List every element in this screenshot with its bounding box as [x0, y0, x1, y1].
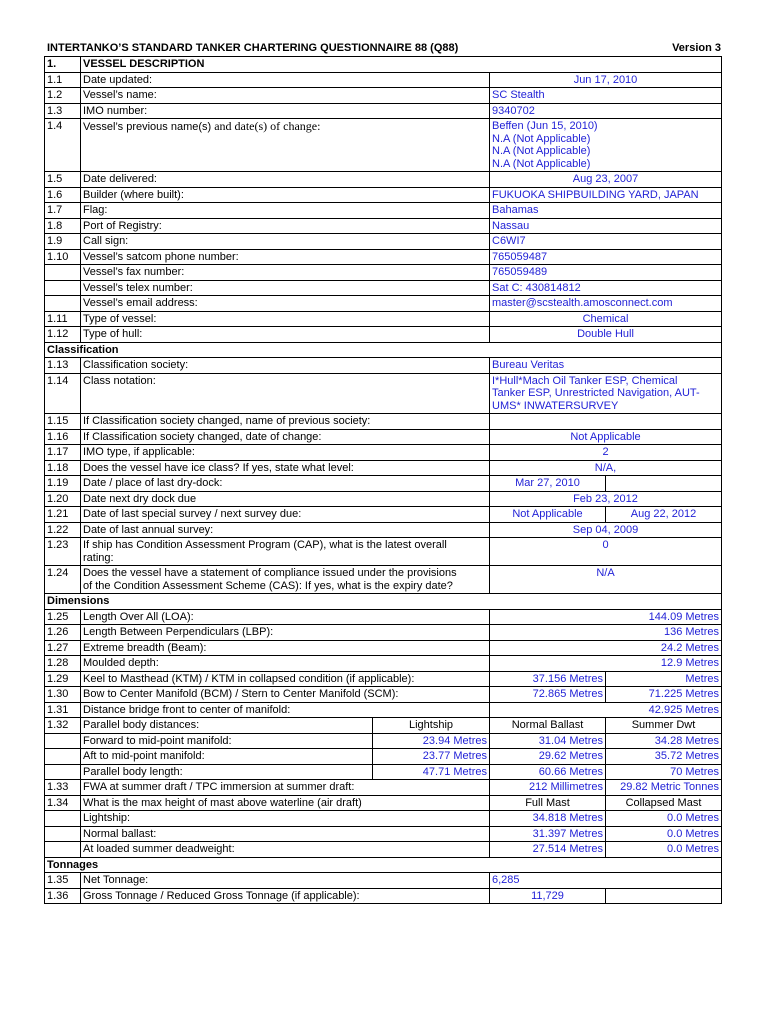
row-number: 1.34: [45, 795, 81, 811]
table-row: [45, 203, 722, 219]
table-row: [45, 826, 722, 842]
subsection-header: [45, 594, 722, 610]
row-label: Parallel body distances:: [81, 718, 373, 734]
row-label: Distance bridge front to center of manifold:: [81, 702, 490, 718]
row-value: Not Applicable: [490, 507, 606, 523]
row-label: Date delivered:: [81, 172, 490, 188]
row-number: [45, 280, 81, 296]
value-line: Beffen (Jun 15, 2010): [492, 120, 598, 132]
row-label: IMO type, if applicable:: [81, 445, 490, 461]
row-value: 11,729: [490, 888, 606, 904]
table-row: [45, 358, 722, 374]
table-row: [45, 172, 722, 188]
table-row: [45, 311, 722, 327]
value-line: N.A (Not Applicable): [492, 157, 591, 170]
row-label: Forward to mid-point manifold:: [81, 733, 373, 749]
row-value: 23.77 Metres: [373, 749, 490, 765]
row-value: 2: [490, 445, 722, 461]
table-row: [45, 476, 722, 492]
row-number: 1.25: [45, 609, 81, 625]
table-row: [45, 888, 722, 904]
row-value: 71.225 Metres: [606, 687, 722, 703]
row-value: master@scstealth.amosconnect.com: [490, 296, 722, 312]
row-value: [490, 373, 722, 414]
row-number: 1.1: [45, 72, 81, 88]
row-value-empty: [606, 476, 722, 492]
row-number: 1.15: [45, 414, 81, 430]
subsection-header: [45, 342, 722, 358]
row-number: [45, 764, 81, 780]
table-row: [45, 445, 722, 461]
table-row: [45, 103, 722, 119]
row-value: Aug 23, 2007: [490, 172, 722, 188]
row-label: Date of last special survey / next survey due:: [81, 507, 490, 523]
row-number: 1.31: [45, 702, 81, 718]
table-row: [45, 873, 722, 889]
table-row: [45, 733, 722, 749]
table-row: [45, 507, 722, 523]
row-label: Net Tonnage:: [81, 873, 490, 889]
table-row: [45, 640, 722, 656]
row-label: Builder (where built):: [81, 187, 490, 203]
row-label: If Classification society changed, date of change:: [81, 429, 490, 445]
row-label: Flag:: [81, 203, 490, 219]
table-row: [45, 749, 722, 765]
row-number: [45, 749, 81, 765]
table-row: [45, 249, 722, 265]
column-header: Normal Ballast: [490, 718, 606, 734]
row-number: 1.36: [45, 888, 81, 904]
row-number: 1.35: [45, 873, 81, 889]
row-value: 60.66 Metres: [490, 764, 606, 780]
row-label: Vessel’s email address:: [81, 296, 490, 312]
row-number: 1.33: [45, 780, 81, 796]
row-value: 31.397 Metres: [490, 826, 606, 842]
row-number: 1.30: [45, 687, 81, 703]
row-label: Lightship:: [81, 811, 490, 827]
row-number: [45, 826, 81, 842]
row-value: 27.514 Metres: [490, 842, 606, 858]
table-row: [45, 72, 722, 88]
table-row: [45, 119, 722, 172]
column-header: Summer Dwt: [606, 718, 722, 734]
table-row: [45, 414, 722, 430]
row-number: [45, 811, 81, 827]
row-label: If Classification society changed, name of previous society:: [81, 414, 490, 430]
row-label: FWA at summer draft / TPC immersion at summer draft:: [81, 780, 490, 796]
row-value: 0.0 Metres: [606, 811, 722, 827]
row-label: Aft to mid-point manifold:: [81, 749, 373, 765]
row-value: Mar 27, 2010: [490, 476, 606, 492]
row-number: [45, 265, 81, 281]
row-label: [81, 538, 490, 566]
row-number: [45, 733, 81, 749]
section-number: 1.: [45, 57, 81, 73]
row-label: Bow to Center Manifold (BCM) / Stern to Center Manifold (SCM):: [81, 687, 490, 703]
document-version: Version 3: [672, 42, 721, 54]
value-line: I*Hull*Mach Oil Tanker ESP, Chemical: [492, 374, 678, 387]
document-header: [44, 42, 721, 56]
row-value: 212 Millimetres: [490, 780, 606, 796]
row-number: [45, 296, 81, 312]
label-line: Does the vessel have a statement of compliance issued under the provisions: [83, 567, 457, 579]
row-label: Vessel’s satcom phone number:: [81, 249, 490, 265]
column-header: Collapsed Mast: [606, 795, 722, 811]
table-row: [45, 187, 722, 203]
row-number: 1.17: [45, 445, 81, 461]
row-label-part: and date(s) of change:: [211, 119, 321, 133]
row-label: IMO number:: [81, 103, 490, 119]
row-value: Metres: [606, 671, 722, 687]
row-number: 1.9: [45, 234, 81, 250]
row-number: 1.28: [45, 656, 81, 672]
row-number: 1.2: [45, 88, 81, 104]
table-row: [45, 811, 722, 827]
table-row: [45, 656, 722, 672]
row-value: 12.9 Metres: [490, 656, 722, 672]
row-number: 1.21: [45, 507, 81, 523]
value-line: N.A (Not Applicable): [492, 132, 591, 145]
table-row: [45, 842, 722, 858]
table-row: [45, 609, 722, 625]
row-value: [490, 414, 722, 430]
subsection-title: Dimensions: [45, 594, 722, 610]
table-row: [45, 218, 722, 234]
table-row: [45, 538, 722, 566]
row-number: 1.19: [45, 476, 81, 492]
row-number: 1.26: [45, 625, 81, 641]
row-value: 765059489: [490, 265, 722, 281]
row-label: What is the max height of mast above waterline (air draft): [81, 795, 490, 811]
row-label: Vessel’s telex number:: [81, 280, 490, 296]
row-value: 47.71 Metres: [373, 764, 490, 780]
table-row: [45, 718, 722, 734]
row-label: Vessel’s name:: [81, 88, 490, 104]
row-value: 136 Metres: [490, 625, 722, 641]
row-value: FUKUOKA SHIPBUILDING YARD, JAPAN: [490, 187, 722, 203]
table-row: [45, 280, 722, 296]
table-row: [45, 566, 722, 594]
row-label: Normal ballast:: [81, 826, 490, 842]
row-number: 1.10: [45, 249, 81, 265]
row-value: C6WI7: [490, 234, 722, 250]
row-value: 29.82 Metric Tonnes: [606, 780, 722, 796]
row-number: 1.16: [45, 429, 81, 445]
row-value: Nassau: [490, 218, 722, 234]
row-value: Aug 22, 2012: [606, 507, 722, 523]
row-label: Moulded depth:: [81, 656, 490, 672]
row-value: 24.2 Metres: [490, 640, 722, 656]
row-number: 1.3: [45, 103, 81, 119]
row-value: 6,285: [490, 873, 722, 889]
table-row: [45, 327, 722, 343]
table-row: [45, 795, 722, 811]
row-label: Classification society:: [81, 358, 490, 374]
row-label: Type of hull:: [81, 327, 490, 343]
table-row: [45, 234, 722, 250]
row-value: Not Applicable: [490, 429, 722, 445]
row-label: At loaded summer deadweight:: [81, 842, 490, 858]
row-label: Date / place of last dry-dock:: [81, 476, 490, 492]
row-number: 1.5: [45, 172, 81, 188]
row-value: 34.28 Metres: [606, 733, 722, 749]
row-value: 72.865 Metres: [490, 687, 606, 703]
row-number: [45, 842, 81, 858]
row-value: 34.818 Metres: [490, 811, 606, 827]
row-label: Length Between Perpendiculars (LBP):: [81, 625, 490, 641]
row-label: Parallel body length:: [81, 764, 373, 780]
row-value: 23.94 Metres: [373, 733, 490, 749]
table-row: [45, 296, 722, 312]
row-label: Class notation:: [81, 373, 490, 414]
table-row: [45, 460, 722, 476]
row-value: 144.09 Metres: [490, 609, 722, 625]
row-value: 35.72 Metres: [606, 749, 722, 765]
row-value: Bahamas: [490, 203, 722, 219]
table-row: [45, 373, 722, 414]
row-value: Feb 23, 2012: [490, 491, 722, 507]
row-label: Keel to Masthead (KTM) / KTM in collapsed condition (if applicable):: [81, 671, 490, 687]
row-label: Extreme breadth (Beam):: [81, 640, 490, 656]
row-number: 1.4: [45, 119, 81, 172]
row-value: [490, 119, 722, 172]
row-value: Sep 04, 2009: [490, 522, 722, 538]
row-value: 765059487: [490, 249, 722, 265]
value-line: Tanker ESP, Unrestricted Navigation, AUT-: [492, 387, 700, 399]
value-line: N.A (Not Applicable): [492, 145, 591, 157]
row-label: Length Over All (LOA):: [81, 609, 490, 625]
subsection-title: Tonnages: [45, 857, 722, 873]
row-value: SC Stealth: [490, 88, 722, 104]
row-number: 1.12: [45, 327, 81, 343]
table-row: [45, 625, 722, 641]
table-row: [45, 671, 722, 687]
row-label: [81, 566, 490, 594]
row-label: Call sign:: [81, 234, 490, 250]
row-value: 9340702: [490, 103, 722, 119]
row-label: Port of Registry:: [81, 218, 490, 234]
row-value: Chemical: [490, 311, 722, 327]
row-label: Date updated:: [81, 72, 490, 88]
table-row: [45, 522, 722, 538]
table-row: [45, 88, 722, 104]
row-number: 1.22: [45, 522, 81, 538]
subsection-header: [45, 857, 722, 873]
row-number: 1.18: [45, 460, 81, 476]
row-value: N/A,: [490, 460, 722, 476]
table-row: [45, 265, 722, 281]
row-value: Double Hull: [490, 327, 722, 343]
row-value: 31.04 Metres: [490, 733, 606, 749]
row-number: 1.20: [45, 491, 81, 507]
table-row: [45, 491, 722, 507]
row-value: 0.0 Metres: [606, 842, 722, 858]
row-value: 29.62 Metres: [490, 749, 606, 765]
row-number: 1.13: [45, 358, 81, 374]
row-value: Bureau Veritas: [490, 358, 722, 374]
table-row: [45, 702, 722, 718]
row-value: 70 Metres: [606, 764, 722, 780]
row-value: Sat C: 430814812: [490, 280, 722, 296]
table-row: [45, 764, 722, 780]
table-row: [45, 780, 722, 796]
row-label: Date next dry dock due: [81, 491, 490, 507]
row-value: 0: [490, 538, 722, 566]
row-number: 1.29: [45, 671, 81, 687]
row-value: 42.925 Metres: [490, 702, 722, 718]
row-number: 1.8: [45, 218, 81, 234]
column-header: Lightship: [373, 718, 490, 734]
label-line: rating:: [83, 551, 114, 564]
label-line: If ship has Condition Assessment Program (CAP), what is the latest overall: [83, 539, 447, 551]
row-number: 1.23: [45, 538, 81, 566]
table-row: [45, 429, 722, 445]
value-line: UMS* INWATERSURVEY: [492, 399, 619, 412]
row-value: Jun 17, 2010: [490, 72, 722, 88]
row-number: 1.7: [45, 203, 81, 219]
row-number: 1.6: [45, 187, 81, 203]
row-number: 1.14: [45, 373, 81, 414]
label-line: of the Condition Assessment Scheme (CAS): If yes, what is the expiry date?: [83, 579, 453, 592]
row-label: Vessel’s fax number:: [81, 265, 490, 281]
row-number: 1.24: [45, 566, 81, 594]
subsection-title: Classification: [45, 342, 722, 358]
section-header: [45, 57, 722, 73]
row-label: Date of last annual survey:: [81, 522, 490, 538]
row-label: Type of vessel:: [81, 311, 490, 327]
row-value: [606, 888, 722, 904]
row-value: N/A: [490, 566, 722, 594]
row-number: 1.11: [45, 311, 81, 327]
row-label-part: Vessel’s previous name(s): [83, 121, 212, 133]
document-title: INTERTANKO’S STANDARD TANKER CHARTERING QUESTIONNAIRE 88 (Q88): [47, 42, 459, 54]
row-label: [81, 119, 490, 172]
row-label: Does the vessel have ice class? If yes, state what level:: [81, 460, 490, 476]
row-label: Gross Tonnage / Reduced Gross Tonnage (if applicable):: [81, 888, 490, 904]
row-value: 37.156 Metres: [490, 671, 606, 687]
column-header: Full Mast: [490, 795, 606, 811]
section-title: VESSEL DESCRIPTION: [81, 57, 722, 73]
row-number: 1.27: [45, 640, 81, 656]
table-row: [45, 687, 722, 703]
row-value: 0.0 Metres: [606, 826, 722, 842]
row-number: 1.32: [45, 718, 81, 734]
questionnaire-table: [44, 56, 722, 904]
